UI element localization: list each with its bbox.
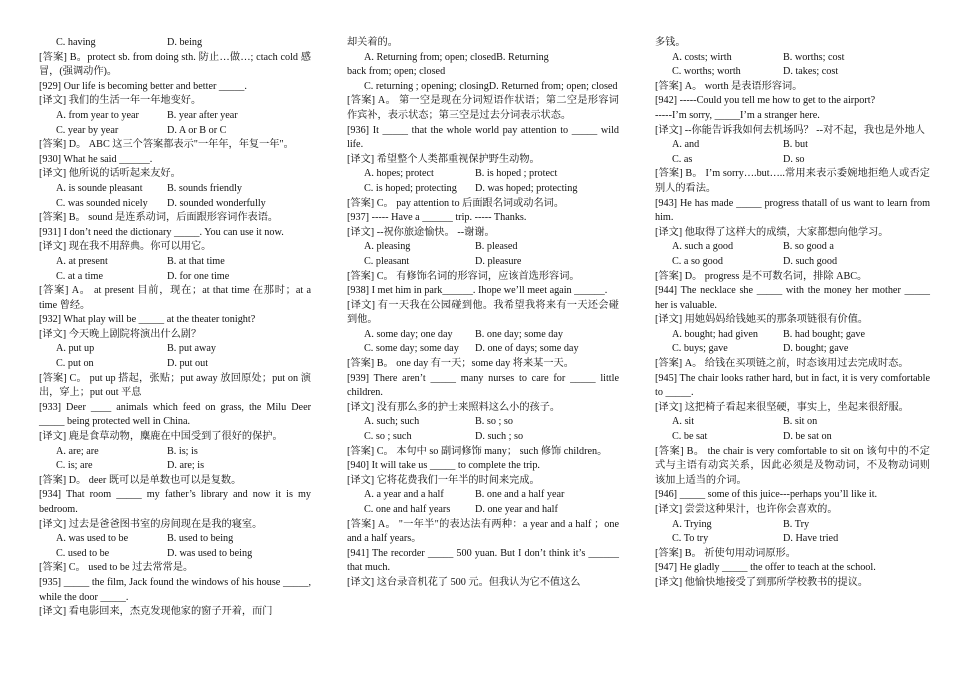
- text-line: [946] _____ some of this juice---perhaps you’ll like it.: [655, 489, 878, 501]
- option-b: D. so: [783, 153, 805, 165]
- option-b: D. for one time: [167, 270, 230, 282]
- text-line: [译文] 他所说的话听起来友好。: [39, 168, 181, 180]
- text-line: [译文] 它将花费我们一年半的时间来完成。: [347, 474, 540, 486]
- option-row: [347, 328, 619, 343]
- option-row: [655, 51, 930, 66]
- text-line: [932] What play will be _____ at the theater tonight?: [39, 314, 256, 326]
- option-b: B. so good a: [783, 241, 834, 253]
- option-a: A. at present: [56, 255, 108, 267]
- option-a: C. having: [56, 37, 96, 48]
- option-b: B. Returning: [496, 51, 549, 63]
- option-a: A. put up: [56, 343, 95, 355]
- option-a: C. some day; some day: [364, 343, 459, 355]
- text-line: back from; open; closed: [347, 66, 446, 78]
- option-row: [655, 518, 930, 533]
- option-a: C. was sounded nicely: [56, 197, 148, 209]
- option-b: D. such good: [783, 255, 838, 267]
- option-a: A. costs; wirth: [672, 51, 732, 63]
- text-line: [936] It _____ that the whole world pay attention to _____ wild life.: [347, 124, 619, 151]
- option-a: A. a year and a half: [364, 489, 444, 501]
- option-b: B. is hoped ; protect: [475, 168, 558, 180]
- option-a: C. so ; such: [364, 431, 412, 443]
- text-line: [930] What he said ______.: [39, 153, 153, 165]
- text-line: [译文] --你能告诉我如何去机场吗？ --对不起，我也是外地人: [655, 124, 925, 136]
- text-line: [答案] A。 给钱在买项链之前，时态该用过去完成时态。: [655, 358, 909, 370]
- option-b: B. but: [783, 139, 808, 151]
- text-line: [答案] C。 本句中 so 副词修饰 many； such 修饰 children。: [347, 445, 608, 457]
- text-line: [答案] B。 I’m sorry….but…..常用来表示委婉地拒绝人或否定别人的看法。: [655, 168, 930, 194]
- option-row: [347, 51, 619, 66]
- option-a: C. is; are: [56, 460, 93, 472]
- option-b: B. used to being: [167, 533, 234, 545]
- option-a: C. a so good: [672, 255, 723, 267]
- text-line: [答案] A。 at present 目前，现在；at that time 在那时；at a time 曾经。: [39, 285, 311, 311]
- text-line: [译文] 鹿是食草动物，麋鹿在中国受到了很好的保护。: [39, 431, 283, 443]
- option-a: C. one and half years: [364, 504, 451, 515]
- text-line: 却关着的。: [347, 37, 398, 48]
- option-row: [655, 532, 930, 547]
- option-b: D. be sat on: [783, 431, 832, 443]
- text-line: [译文] 他取得了这样大的成绩，大家都想向他学习。: [655, 226, 889, 238]
- option-row: [39, 182, 311, 197]
- text-line: [答案] D。 progress 是不可数名词，排除 ABC。: [655, 270, 868, 282]
- text-line: -----I’m sorry, _____I’m a stranger here.: [655, 109, 820, 121]
- option-a: A. pleasing: [364, 241, 411, 253]
- option-b: D. was hoped; protecting: [475, 182, 578, 194]
- option-b: B. worths; cost: [783, 51, 845, 63]
- option-row: [347, 167, 619, 182]
- text-line: [942] -----Could you tell me how to get to the airport?: [655, 95, 876, 107]
- option-b: D. one year and half: [475, 504, 558, 515]
- text-line: [931] I don’t need the dictionary _____. You can use it now.: [39, 226, 284, 238]
- option-b: D. bought; gave: [783, 343, 849, 355]
- option-b: B. one day; some day: [475, 328, 563, 340]
- option-row: [655, 342, 930, 357]
- option-b: D. being: [167, 37, 203, 48]
- option-row: [347, 182, 619, 197]
- text-line: [941] The recorder _____ 500 yuan. But I don’t think it’s ______ that much.: [347, 547, 619, 574]
- option-a: A. Trying: [672, 518, 712, 530]
- option-b: D. was used to being: [167, 547, 253, 559]
- option-row: [655, 153, 930, 168]
- option-row: [655, 415, 930, 430]
- option-a: C. buys; gave: [672, 343, 728, 355]
- option-b: B. put away: [167, 343, 216, 355]
- option-row: [39, 459, 311, 474]
- option-a: A. are; are: [56, 445, 99, 457]
- text-line: [938] I met him in park______. Ihope we’ll meet again ______.: [347, 285, 608, 297]
- text-line: [945] The chair looks rather hard, but in fact, it is very comfortable to _____.: [655, 372, 930, 399]
- column-left: [39, 36, 311, 620]
- text-line: [929] Our life is becoming better and better _____.: [39, 80, 247, 92]
- option-b: D. put out: [167, 358, 209, 370]
- option-row: [39, 197, 311, 212]
- text-line: [译文] 现在我不用辞典。你可以用它。: [39, 241, 212, 253]
- option-row: [347, 240, 619, 255]
- option-row: [655, 65, 930, 80]
- text-line: [译文] 过去是爸爸图书室的房间现在是我的寝室。: [39, 518, 263, 530]
- option-row: [655, 328, 930, 343]
- text-line: [译文] 看电影回来，杰克发现他家的窗子开着，而门: [39, 606, 273, 618]
- text-line: 多钱。: [655, 37, 686, 48]
- option-row: [655, 138, 930, 153]
- option-a: A. was used to be: [56, 533, 129, 545]
- text-line: [答案] B。 one day 有一天；some day 将来某一天。: [347, 358, 574, 370]
- option-a: C. used to be: [56, 547, 110, 559]
- option-row: [655, 240, 930, 255]
- option-row: [39, 357, 311, 372]
- option-row: [39, 270, 311, 285]
- option-row: [39, 547, 311, 562]
- option-row: [655, 255, 930, 270]
- text-line: [答案] B。 sound 是连系动词，后面跟形容词作表语。: [39, 212, 279, 224]
- text-line: [答案] A。 第一空是现在分词短语作状语；第二空是形容词作宾补，表示状态；第三空是过去分词表示状态。: [347, 95, 619, 121]
- option-a: C. put on: [56, 358, 94, 370]
- option-a: A. bought; had given: [672, 328, 759, 340]
- option-row: [39, 445, 311, 460]
- text-line: [译文] 他愉快地接受了到那所学校教书的提议。: [655, 576, 869, 588]
- option-row: [347, 415, 619, 430]
- option-a: A. such a good: [672, 241, 734, 253]
- option-b: B. sounds friendly: [167, 182, 242, 194]
- text-line: [933] Deer ____ animals which feed on grass, the Milu Deer _____ being protected well in China.: [39, 401, 311, 428]
- option-row: [655, 430, 930, 445]
- option-a: C. To try: [672, 533, 709, 545]
- option-row: [347, 503, 619, 518]
- option-a: C. at a time: [56, 270, 103, 282]
- option-b: B. year after year: [167, 109, 238, 121]
- text-line: [943] He has made _____ progress thatall of us want to learn from him.: [655, 197, 930, 224]
- option-b: D. are; is: [167, 460, 205, 472]
- text-line: [译文] 这把椅子看起来很坚硬，事实上，坐起来很舒服。: [655, 401, 909, 413]
- text-line: [答案] C。 used to be 过去常常是。: [39, 562, 194, 574]
- text-line: [答案] C。 put up 搭起，张贴；put away 放回原处；put on 演出，穿上；put out 平息: [39, 372, 311, 399]
- option-a: A. Returning from; open; closed: [364, 51, 497, 63]
- option-b: B. so ; so: [475, 416, 513, 428]
- text-line: [940] It will take us _____ to complete the trip.: [347, 460, 540, 472]
- option-a: C. be sat: [672, 431, 708, 443]
- option-a: C. pleasant: [364, 255, 410, 267]
- option-b: B. pleased: [475, 241, 518, 253]
- option-a: C. as: [672, 153, 693, 165]
- option-b: D. Have tried: [783, 533, 839, 545]
- text-line: [答案] D。 deer 既可以是单数也可以是复数。: [39, 474, 242, 486]
- text-line: [答案] D。 ABC 这三个答案都表示"一年年，年复一年"。: [39, 139, 294, 151]
- option-row: [39, 255, 311, 270]
- option-b: D. A or B or C: [167, 124, 227, 136]
- text-line: [答案] C。 pay attention to 后面跟名词或动名词。: [347, 197, 565, 209]
- text-line: [935] _____ the film, Jack found the windows of his house _____, while the door _____.: [39, 576, 311, 603]
- option-row: [347, 255, 619, 270]
- text-line: [944] The necklace she _____ with the money her mother _____ her is valuable.: [655, 285, 930, 311]
- option-row: [347, 342, 619, 357]
- column-middle: [347, 36, 619, 591]
- option-a: A. from year to year: [56, 109, 139, 121]
- option-row: [347, 488, 619, 503]
- text-line: [译文] 这台录音机花了 500 元。但我认为它不值这么: [347, 576, 581, 588]
- option-a: C. returning ; opening; closing: [364, 80, 489, 92]
- option-b: D. one of days; some day: [475, 343, 579, 355]
- text-line: [译文] --祝你旅途愉快。 --谢谢。: [347, 226, 495, 238]
- option-row: [347, 430, 619, 445]
- option-b: D. takes; cost: [783, 66, 839, 78]
- option-row: [39, 124, 311, 139]
- option-a: A. and: [672, 139, 700, 151]
- text-line: [947] He gladly _____ the offer to teach at the school.: [655, 562, 876, 574]
- option-row: [39, 532, 311, 547]
- option-b: D. Returned from; open; closed: [488, 80, 618, 92]
- option-a: A. hopes; protect: [364, 168, 434, 180]
- option-row: [347, 80, 619, 95]
- text-line: [934] That room _____ my father’s library and now it is my bedroom.: [39, 489, 311, 515]
- text-line: [答案] B。 祈使句用动词原形。: [655, 547, 796, 559]
- text-line: [译文] 没有那么多的护士来照料这么小的孩子。: [347, 401, 561, 413]
- text-line: [939] There aren’t _____ many nurses to care for _____ little children.: [347, 372, 619, 399]
- column-right: [655, 36, 930, 591]
- option-b: B. is; is: [167, 445, 198, 457]
- option-row: [39, 36, 311, 51]
- option-a: A. some day; one day: [364, 328, 453, 340]
- text-line: [译文] 今天晚上剧院将演出什么剧？: [39, 328, 202, 340]
- option-a: C. is hoped; protecting: [364, 182, 457, 194]
- option-a: A. sit: [672, 416, 695, 428]
- text-line: [译文] 有一天我在公园碰到他。我希望我将来有一天还会碰到他。: [347, 299, 619, 326]
- text-line: [译文] 用她妈妈给钱她买的那条项链很有价值。: [655, 314, 869, 326]
- text-line: [答案] B。 the chair is very comfortable to sit on 该句中的不定式与主语有动宾关系，因此必须是及物动词，不及物动词则该加上适当的介词。: [655, 445, 930, 486]
- text-line: [937] ----- Have a ______ trip. ----- Thanks.: [347, 212, 527, 224]
- text-line: [答案] B。protect sb. from doing sth. 防止…做…; ctach cold 感冒，(强调动作)。: [39, 51, 311, 78]
- text-line: [译文] 我们的生活一年一年地变好。: [39, 95, 202, 107]
- option-b: D. such ; so: [475, 431, 524, 443]
- text-line: [答案] A。 "一年半"的表达法有两种：a year and a half ；one and a half years。: [347, 518, 619, 545]
- option-b: B. one and a half year: [475, 489, 565, 501]
- text-line: [答案] A。 worth 是表语形容词。: [655, 80, 803, 92]
- option-a: A. such; such: [364, 416, 420, 428]
- option-a: C. worths; worth: [672, 66, 741, 78]
- option-b: B. had bought; gave: [783, 328, 866, 340]
- option-row: [39, 342, 311, 357]
- option-b: D. pleasure: [475, 255, 522, 267]
- text-line: [译文] 尝尝这种果汁，也许你会喜欢的。: [655, 504, 838, 515]
- text-line: [译文] 希望整个人类都重视保护野生动物。: [347, 153, 540, 165]
- option-b: B. sit on: [783, 416, 818, 428]
- option-a: C. year by year: [56, 124, 119, 136]
- option-a: A. is sounde pleasant: [56, 182, 143, 194]
- text-line: [答案] C。 有修饰名词的形容词，应该首选形容词。: [347, 270, 580, 282]
- option-b: D. sounded wonderfully: [167, 197, 266, 209]
- option-b: B. at that time: [167, 255, 225, 267]
- option-row: [39, 109, 311, 124]
- option-b: B. Try: [783, 518, 810, 530]
